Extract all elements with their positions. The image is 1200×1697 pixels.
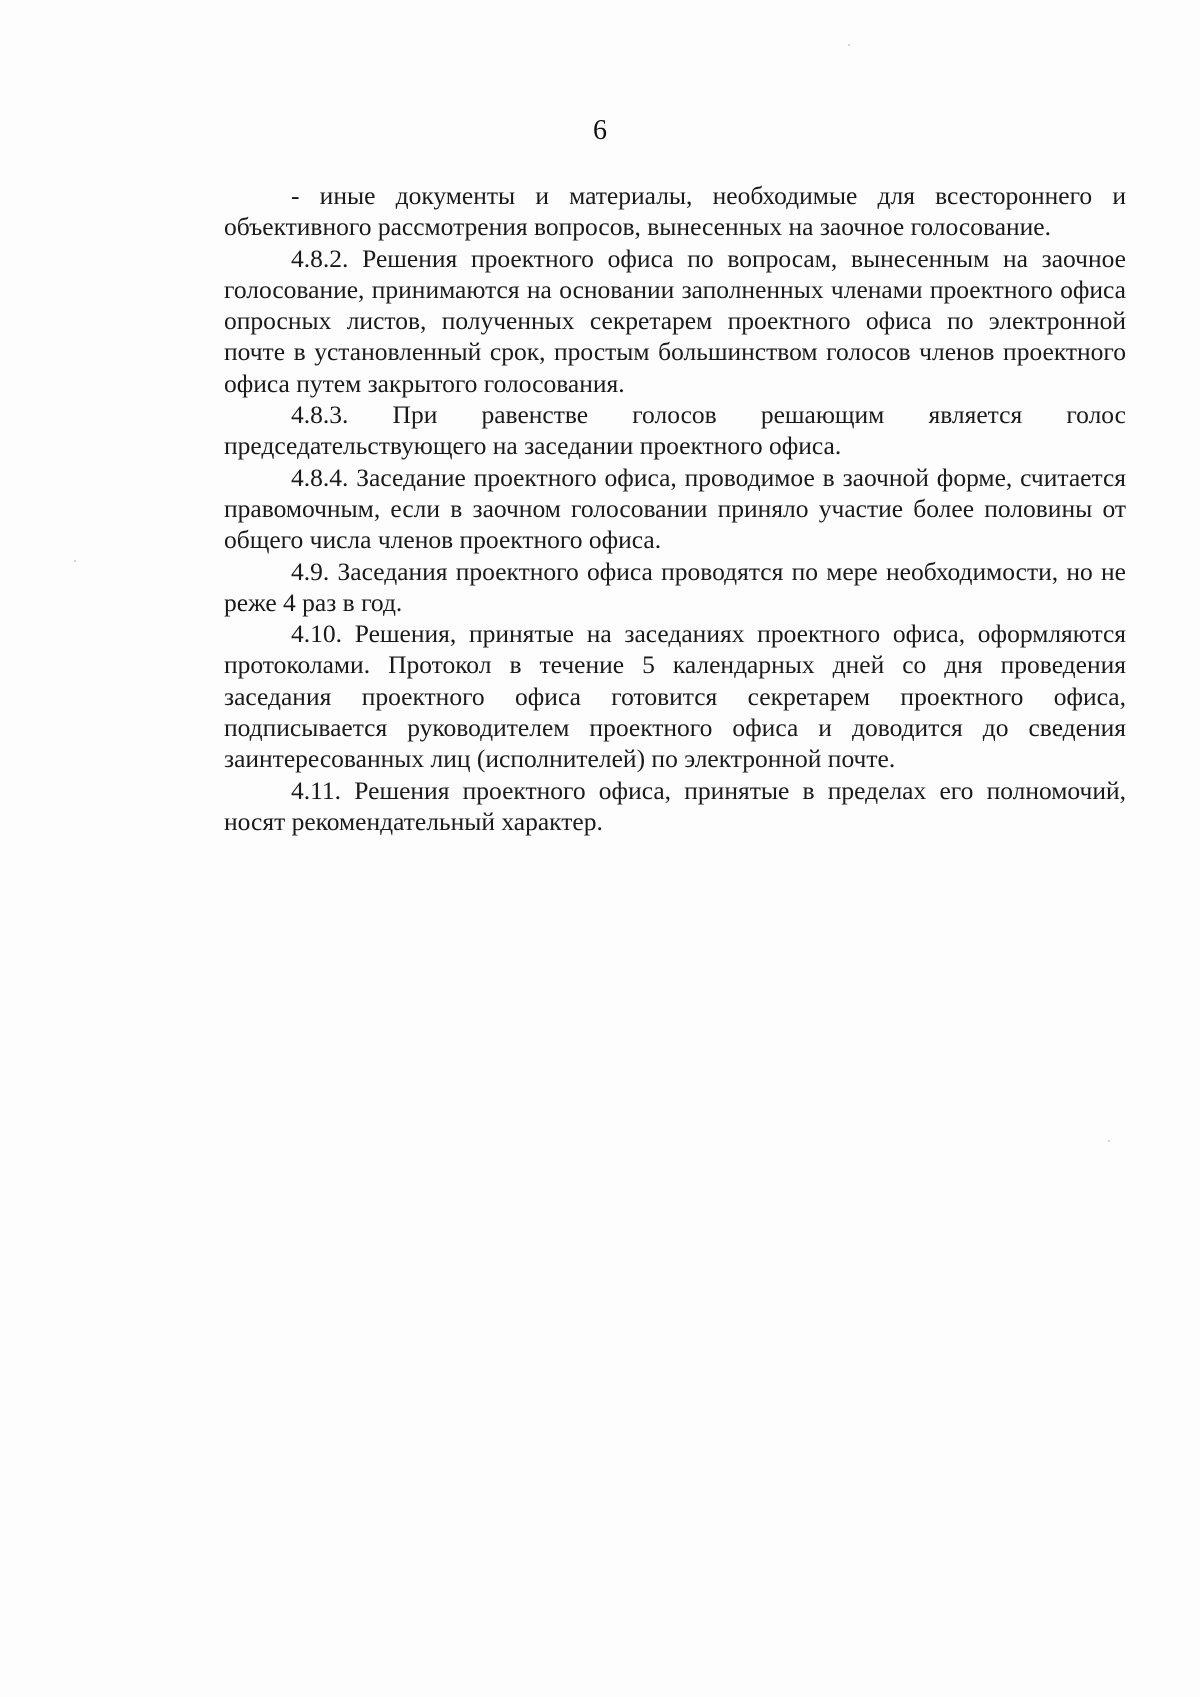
paragraph-4-8-3: 4.8.3. При равенстве голосов решающим является голос председательствующего на заседании проектного офиса. (224, 400, 1126, 461)
paragraph-4-10: 4.10. Решения, принятые на заседаниях проектного офиса, оформляются протоколами. Протокол в течение 5 календарных дней со дня проведения заседания проектного офиса готовится секретарем проектного офиса, подписывается руководителем проектного офиса и доводится до сведения заинтересованных лиц (исполнителей) по электронной почте. (224, 619, 1126, 774)
paragraph-4-8-4: 4.8.4. Заседание проектного офиса, проводимое в заочной форме, считается правомочным, если в заочном голосовании приняло участие более половины от общего числа членов проектного офиса. (224, 462, 1126, 555)
scan-speck (1108, 1140, 1110, 1142)
paragraph-other-documents: - иные документы и материалы, необходимые для всестороннего и объективного рассмотрения вопросов, вынесенных на заочное голосование. (224, 181, 1126, 242)
paragraph-4-9: 4.9. Заседания проектного офиса проводятся по мере необходимости, но не реже 4 раз в год. (224, 556, 1126, 617)
paragraph-4-11: 4.11. Решения проектного офиса, принятые в пределах его полномочий, носят рекомендательный характер. (224, 775, 1126, 836)
document-body (224, 180, 1126, 837)
paragraph-4-8-2: 4.8.2. Решения проектного офиса по вопросам, вынесенным на заочное голосование, принимаются на основании заполненных членами проектного офиса опросных листов, полученных секретарем проектного офиса по электронной почте в установленный срок, простым большинством голосов членов проектного офиса путем закрытого голосования. (224, 243, 1126, 398)
scan-speck (74, 560, 76, 562)
scan-speck (848, 44, 850, 46)
page-number: 6 (593, 115, 607, 146)
